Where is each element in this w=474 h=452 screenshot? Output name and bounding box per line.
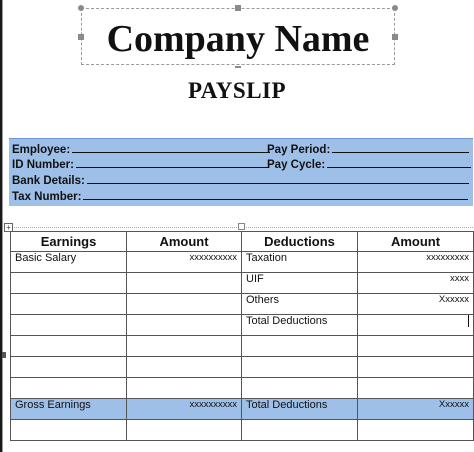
company-name-textbox[interactable] [81,8,395,65]
table-cell[interactable] [11,315,127,336]
gross-earnings-amount[interactable]: xxxxxxxxxx [127,399,242,420]
employee-row[interactable] [12,142,270,156]
table-cell[interactable] [242,357,358,378]
table-cell[interactable]: Taxation [242,252,358,273]
pay-cycle-label: Pay Cycle: [267,159,326,171]
table-cell[interactable] [358,378,474,399]
table-cell[interactable]: xxxx [358,273,474,294]
table-row [11,294,474,315]
resize-handle-top-left[interactable] [78,5,84,11]
table-cell[interactable] [358,420,474,441]
table-row [11,315,474,336]
pay-cycle-field-line [327,157,471,168]
tax-number-row[interactable] [12,189,468,203]
employee-field-line [72,142,270,153]
table-move-handle-icon[interactable]: + [4,223,13,232]
tax-number-label: Tax Number: [12,191,82,203]
table-cell[interactable] [127,294,242,315]
id-number-label: ID Number: [12,159,74,171]
payslip-title: PAYSLIP [187,78,287,103]
table-row [11,357,474,378]
company-name: Company Name [106,18,370,60]
total-deductions-label[interactable]: Total Deductions [242,399,358,420]
resize-handle-top-center[interactable] [235,5,241,11]
table-row [11,336,474,357]
header-earnings-amount: Amount [127,232,242,252]
tax-number-field-line [83,189,468,200]
table-column-handle[interactable] [238,223,245,230]
bank-details-field-line [87,173,469,184]
table-cell[interactable] [127,315,242,336]
pay-cycle-row[interactable] [267,157,471,171]
table-row [11,273,474,294]
table-cell[interactable]: Xxxxxx [358,294,474,315]
table-row [11,378,474,399]
page-left-edge-shadow [2,0,3,452]
table-cell[interactable] [11,420,127,441]
id-number-field-line [76,157,268,168]
table-cell[interactable]: Total Deductions [242,315,358,336]
table-row [11,420,474,441]
bank-details-row[interactable] [12,173,469,187]
resize-handle-top-right[interactable] [392,5,398,11]
table-cell[interactable] [11,273,127,294]
resize-handle-middle-left[interactable] [78,34,84,40]
table-cell[interactable]: Basic Salary [11,252,127,273]
pay-period-row[interactable] [267,142,469,156]
table-cell[interactable] [358,336,474,357]
table-cell[interactable] [11,357,127,378]
table-row [11,252,474,273]
table-cell[interactable] [11,378,127,399]
table-cell[interactable] [242,336,358,357]
totals-row [11,399,474,420]
ruler-marker [2,352,6,358]
table-cell[interactable] [127,336,242,357]
bank-details-label: Bank Details: [12,175,85,187]
table-cell[interactable]: UIF [242,273,358,294]
employee-label: Employee: [12,144,71,156]
id-number-row[interactable] [12,157,268,171]
table-cell[interactable] [11,294,127,315]
earnings-deductions-table [10,231,474,441]
table-cell[interactable] [358,357,474,378]
table-header-row [11,232,474,252]
table-cell[interactable] [242,420,358,441]
resize-handle-bottom-center[interactable] [235,66,241,68]
total-deductions-amount[interactable]: Xxxxxx [358,399,474,420]
header-deductions: Deductions [242,232,358,252]
header-deductions-amount: Amount [358,232,474,252]
table-cell[interactable] [127,273,242,294]
table-cell[interactable]: Others [242,294,358,315]
table-cell[interactable] [127,420,242,441]
table-cell-with-cursor[interactable] [358,315,474,336]
text-cursor [468,315,469,327]
resize-handle-middle-right[interactable] [392,34,398,40]
pay-period-field-line [332,142,469,153]
table-cell[interactable]: xxxxxxxxx [358,252,474,273]
gross-earnings-label[interactable]: Gross Earnings [11,399,127,420]
table-cell[interactable] [127,378,242,399]
pay-period-label: Pay Period: [267,144,331,156]
table-cell[interactable] [11,336,127,357]
header-earnings: Earnings [11,232,127,252]
table-cell[interactable] [127,357,242,378]
employee-info-band [9,138,473,206]
table-cell[interactable] [242,378,358,399]
table-cell[interactable]: xxxxxxxxxx [127,252,242,273]
